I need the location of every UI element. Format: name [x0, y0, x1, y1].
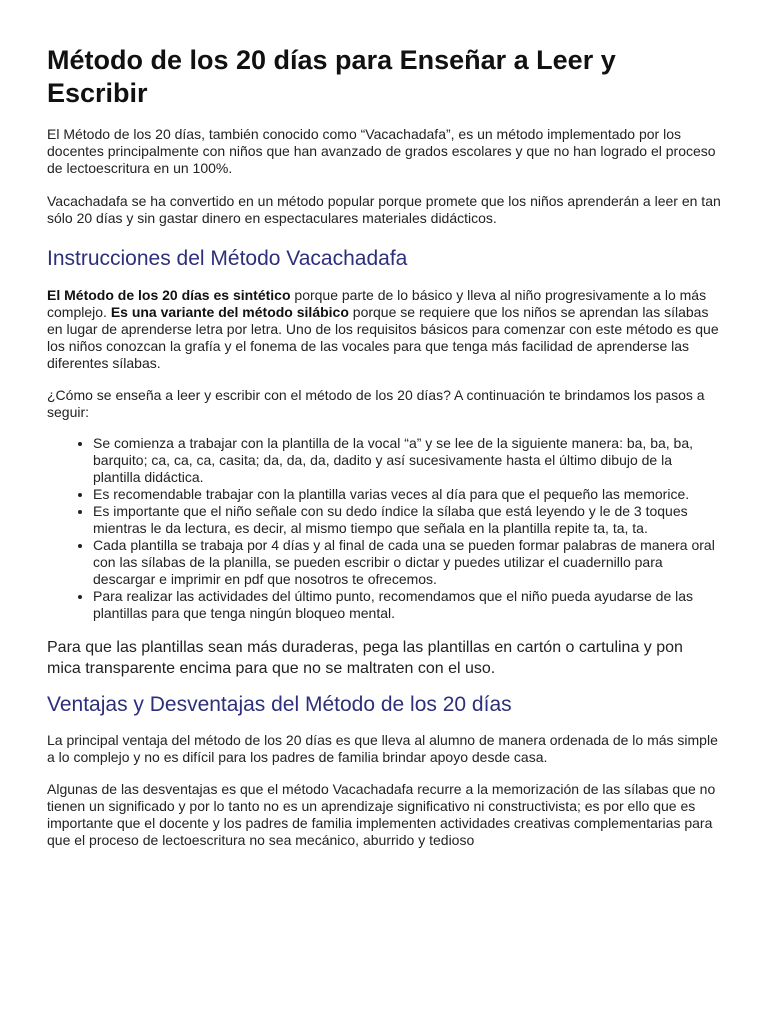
- durability-note: Para que las plantillas sean más duraderas, pega las plantillas en cartón o cartulina y pon mica transparente encima para que no se maltraten con el uso.: [47, 639, 683, 677]
- instructions-paragraph-1: [47, 287, 721, 372]
- disadvantages-paragraph: Algunas de las desventajas es que el método Vacachadafa recurre a la memorización de las sílabas que no tienen un significado y por lo tanto no es un aprendizaje significativo ni constructivista; es por ello que es importante que el docente y los padres de familia implementen actividades creativas complementarias para que el proceso de lectoescritura no sea mecánico, aburrido y tedioso: [47, 781, 716, 848]
- list-item: • Para realizar las actividades del último punto, recomendamos que el niño pueda ayudarse de las plantillas para que tenga ningún bloqueo mental.: [93, 588, 721, 622]
- instructions-paragraph-2: ¿Cómo se enseña a leer y escribir con el método de los 20 días? A continuación te brindamos los pasos a seguir:: [47, 387, 705, 420]
- section-heading-instructions: Instrucciones del Método Vacachadafa: [47, 247, 408, 270]
- bold-phrase-sintetico: El Método de los 20 días es sintético: [47, 287, 291, 303]
- page-title: Método de los 20 días para Enseñar a Leer y Escribir: [47, 45, 616, 108]
- list-item: • Es recomendable trabajar con la plantilla varias veces al día para que el pequeño las memorice.: [93, 486, 721, 503]
- text-span-a: porque parte de lo básico y lleva al niño progresivamente a lo más complejo.: [47, 287, 707, 320]
- list-item: • Cada plantilla se trabaja por 4 días y al final de cada una se pueden formar palabras de manera oral con las sílabas de la planilla, se pueden escribir o dictar y puedes utilizar el cuadernillo para descargar e imprimir en pdf que nosotros te ofrecemos.: [93, 537, 721, 588]
- section-heading-pros-cons: Ventajas y Desventajas del Método de los 20 días: [47, 693, 512, 716]
- list-item: • Se comienza a trabajar con la plantilla de la vocal “a” y se lee de la siguiente manera: ba, ba, ba, barquito; ca, ca, ca, casita; da, da, da, dadito y así sucesivamente hasta el último dibujo de la plantilla didáctica.: [93, 435, 721, 486]
- text-span-b: porque se requiere que los niños se aprendan las sílabas en lugar de aprenderse letra por letra. Uno de los requisitos básicos para comenzar con este método es que los niños conozcan la grafía y el fonema de las vocales para que tenga más facilidad de aprenderse las diferentes sílabas.: [47, 304, 719, 371]
- bold-phrase-silabico: Es una variante del método silábico: [110, 304, 349, 320]
- steps-list: [47, 435, 721, 622]
- list-item: • Es importante que el niño señale con su dedo índice la sílaba que está leyendo y le de 3 toques mientras le da lectura, es decir, al mismo tiempo que señala en la plantilla repite ta, ta, ta.: [93, 503, 721, 537]
- intro-paragraph-1: El Método de los 20 días, también conocido como “Vacachadafa”, es un método implementado por los docentes principalmente con niños que han avanzado de grados escolares y que no han logrado el proceso de lectoescritura en un 100%.: [47, 126, 716, 176]
- intro-paragraph-2: Vacachadafa se ha convertido en un método popular porque promete que los niños aprenderán a leer en tan sólo 20 días y sin gastar dinero en espectaculares materiales didácticos.: [47, 193, 721, 226]
- advantages-paragraph: La principal ventaja del método de los 20 días es que lleva al alumno de manera ordenada de lo más simple a lo complejo y no es difícil para los padres de familia brindar apoyo desde casa.: [47, 732, 718, 765]
